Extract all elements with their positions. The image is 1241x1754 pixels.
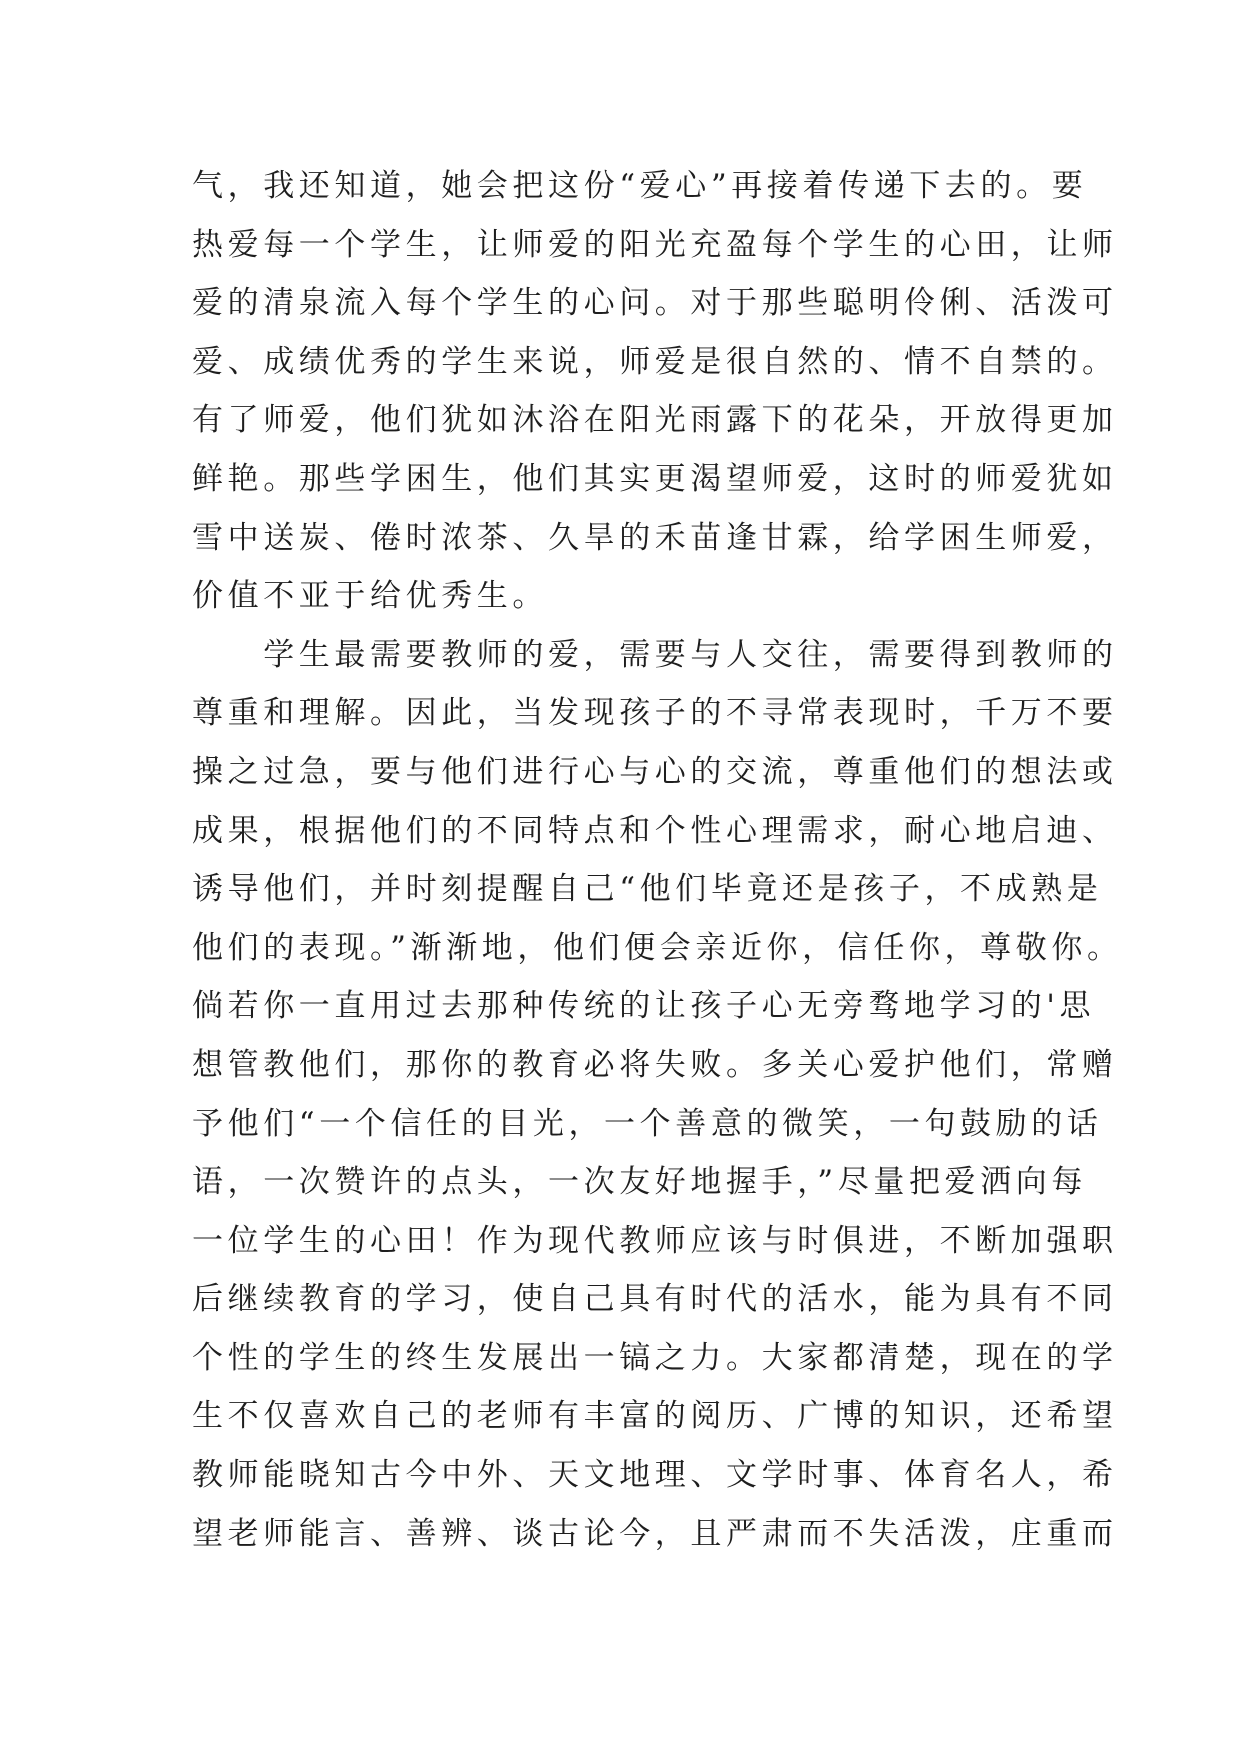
text-line-1: 气，我还知道，她会把这份“爱心”再接着传递下去的。要 [192,168,1088,204]
text-line-8: 价值不亚于给优秀生。 [192,578,548,615]
text-line-17: 予他们“一个信任的目光，一个善意的微笑，一句鼓励的话 [192,1105,1103,1142]
text-line-13: 诱导他们，并时刻提醒自己“他们毕竟还是孩子，不成熟是 [192,871,1103,908]
text-line-22: 生不仅喜欢自己的老师有丰富的阅历、广博的知识，还希望 [192,1398,1118,1435]
text-line-9: 学生最需要教师的爱，需要与人交往，需要得到教师的 [192,636,1118,673]
text-line-10: 尊重和理解。因此，当发现孩子的不寻常表现时，千万不要 [192,695,1118,732]
text-line-5: 有了师爱，他们犹如沐浴在阳光雨露下的花朵，开放得更加 [192,402,1118,439]
text-line-7: 雪中送炭、倦时浓茶、久旱的禾苗逢甘霖，给学困生师爱， [192,519,1118,556]
text-line-21: 个性的学生的终生发展出一镐之力。大家都清楚，现在的学 [192,1339,1118,1376]
text-line-19: 一位学生的心田！作为现代教师应该与时俱进，不断加强职 [192,1222,1118,1259]
text-line-3: 爱的清泉流入每个学生的心问。对于那些聪明伶俐、活泼可 [192,285,1118,322]
text-line-20: 后继续教育的学习，使自己具有时代的活水，能为具有不同 [192,1281,1118,1318]
text-line-4: 爱、成绩优秀的学生来说，师爱是很自然的、情不自禁的。 [192,343,1118,380]
text-line-6: 鲜艳。那些学困生，他们其实更渴望师爱，这时的师爱犹如 [192,460,1118,497]
text-line-24: 望老师能言、善辨、谈古论今，且严肃而不失活泼，庄重而 [192,1515,1118,1552]
text-line-16: 想管教他们，那你的教育必将失败。多关心爱护他们，常赠 [192,1046,1118,1083]
body-text [192,157,1123,1563]
text-line-2: 热爱每一个学生，让师爱的阳光充盈每个学生的心田，让师 [192,226,1118,263]
text-line-12: 成果，根据他们的不同特点和个性心理需求，耐心地启迪、 [192,812,1118,849]
text-line-11: 操之过急，要与他们进行心与心的交流，尊重他们的想法或 [192,753,1118,790]
text-line-23: 教师能晓知古今中外、天文地理、文学时事、体育名人，希 [192,1457,1118,1494]
text-line-14: 他们的表现。”渐渐地，他们便会亲近你，信任你，尊敬你。 [192,929,1123,966]
text-line-15: 倘若你一直用过去那种传统的让孩子心无旁骛地学习的'思 [192,988,1096,1025]
text-line-18: 语，一次赞许的点头，一次友好地握手，”尽量把爱洒向每 [192,1164,1087,1201]
